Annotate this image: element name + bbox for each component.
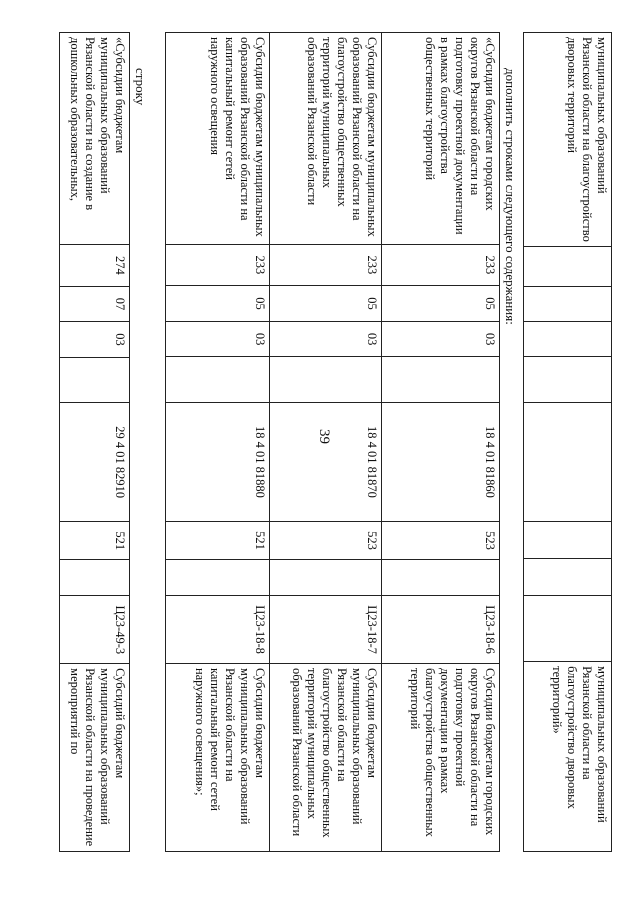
cell-empty: [60, 357, 130, 402]
cell-subsection: 03: [270, 321, 382, 357]
cell-code: 274: [60, 245, 130, 287]
cell-section: 05: [382, 286, 500, 322]
cell-empty: [382, 559, 500, 595]
cell-empty: [524, 287, 612, 322]
cell-section: 05: [270, 286, 382, 322]
table-bottom: [59, 32, 130, 852]
table-row: [524, 33, 612, 852]
cell-section: 05: [166, 286, 270, 322]
cell-description: муниципальных образований Рязанской области на благоустройство дворовых территорий»: [524, 662, 612, 852]
cell-empty: [524, 595, 612, 662]
cell-empty: [524, 403, 612, 521]
cell-purpose-code: Ц23-49-3: [60, 596, 130, 664]
cell-expense-type: 523: [270, 521, 382, 559]
cell-empty: [524, 521, 612, 558]
cell-empty: [60, 560, 130, 596]
cell-name: «Субсидии бюджетам муниципальных образований Рязанской области на создание в дошкольных образовательных,: [60, 33, 130, 245]
cell-expense-type: 523: [382, 521, 500, 559]
cell-purpose-code: Ц23-18-7: [270, 596, 382, 664]
cell-empty: [524, 246, 612, 287]
cell-name: Субсидии бюджетам муниципальных образований Рязанской области на благоустройство общественных территорий муниципальных образований Рязанской области: [270, 33, 382, 245]
cell-name: Субсидии бюджетам муниципальных образований Рязанской области на капитальный ремонт сетей наружного освещения: [166, 33, 270, 245]
cell-subsection: 03: [382, 321, 500, 357]
cell-description: Субсидий бюджетам муниципальных образований Рязанской области на проведение мероприятий по: [60, 664, 130, 852]
cell-name: «Субсидии бюджетам городских округов Рязанской области на подготовку проектной документации в рамках благоустройства общественных территорий: [382, 33, 500, 245]
insert-instruction: дополнить строками следующего содержания:: [503, 68, 518, 325]
cell-target-article: 18 4 01 81870: [270, 402, 382, 521]
insert-instruction: строку: [133, 68, 148, 106]
cell-name: муниципальных образований Рязанской области на благоустройство дворовых территорий: [524, 33, 612, 247]
cell-empty: [524, 558, 612, 595]
cell-description: Субсидии бюджетам муниципальных образований Рязанской области на капитальный ремонт сетей наружного освещения»;: [166, 663, 270, 851]
cell-empty: [270, 357, 382, 402]
cell-purpose-code: Ц23-18-8: [166, 596, 270, 664]
page-number: 39: [316, 429, 332, 444]
table-row: [166, 33, 270, 852]
cell-empty: [166, 559, 270, 595]
table-top: [523, 32, 612, 852]
cell-code: 233: [270, 244, 382, 286]
table-row: [382, 33, 500, 852]
cell-subsection: 03: [60, 322, 130, 358]
cell-empty: [524, 357, 612, 403]
cell-section: 07: [60, 286, 130, 322]
cell-target-article: 29 4 01 82910: [60, 403, 130, 522]
table-row: [270, 33, 382, 852]
cell-description: Субсидии бюджетам муниципальных образований Рязанской области на благоустройство общественных территорий муниципальных образований Рязанской области: [270, 663, 382, 851]
cell-target-article: 18 4 01 81860: [382, 402, 500, 521]
cell-empty: [382, 357, 500, 402]
table-row: [60, 33, 130, 852]
cell-empty: [166, 357, 270, 402]
cell-code: 233: [382, 244, 500, 286]
document-sheet: [67, 32, 612, 852]
cell-subsection: 03: [166, 321, 270, 357]
cell-purpose-code: Ц23-18-6: [382, 596, 500, 664]
cell-description: Субсидии бюджетам городских округов Рязанской области на подготовку проектной документации в рамках благоустройства общественных территорий: [382, 663, 500, 851]
cell-empty: [524, 322, 612, 357]
cell-code: 233: [166, 244, 270, 286]
cell-expense-type: 521: [60, 522, 130, 560]
cell-empty: [270, 559, 382, 595]
cell-target-article: 18 4 01 81880: [166, 402, 270, 521]
cell-expense-type: 521: [166, 521, 270, 559]
table-inserted: [165, 32, 500, 852]
